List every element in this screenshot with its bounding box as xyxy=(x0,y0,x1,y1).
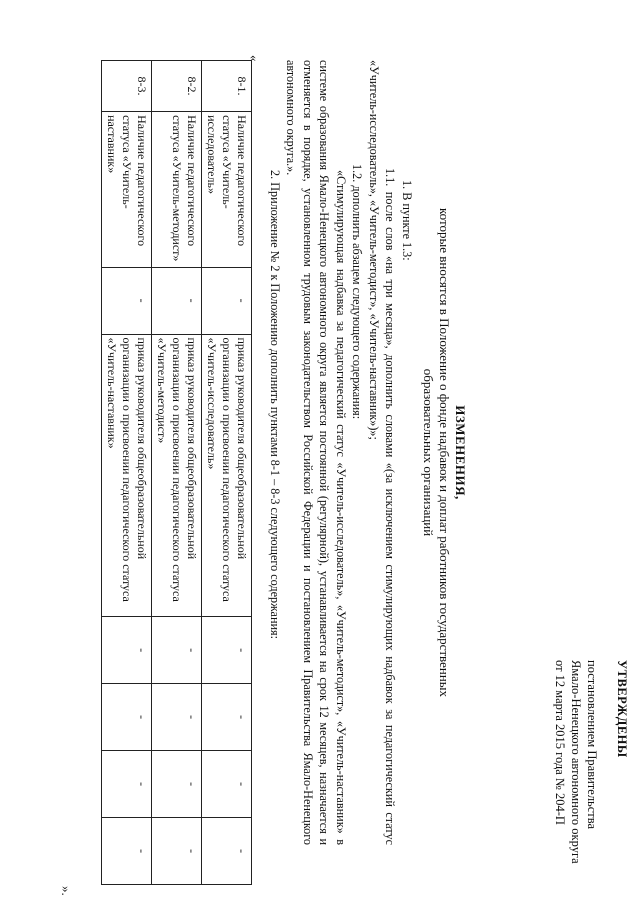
title-subtitle-line1: которые вносятся в Положение о фонде надбавок и доплат работников государственных xyxy=(437,207,452,698)
row-number: 8-1. xyxy=(202,61,252,112)
approval-heading: УТВЕРЖДЕНЫ xyxy=(615,660,629,758)
row-cell: - xyxy=(102,267,152,334)
approval-line: от 12 марта 2015 года № 204-П xyxy=(553,660,567,825)
row-indicator: Наличие педагогического статуса «Учитель-методист» xyxy=(152,112,202,267)
row-cell: - xyxy=(102,751,152,818)
paragraph-2: 2. Приложение № 2 к Положению дополнить пунктами 8-1 – 8-3 следующего содержания: xyxy=(268,170,282,639)
row-cell: - xyxy=(152,267,202,334)
row-cell: - xyxy=(152,751,202,818)
row-cell: - xyxy=(152,684,202,751)
table-open-quote: « xyxy=(247,55,262,62)
row-cell: - xyxy=(202,267,252,334)
paragraph-1-1: 1.1. после слов «на три месяца», дополнить словами «(за исключением стимулирующих надбавок за педагогический статус «Учитель-исследователь», «Учитель-методист», «Учитель-наставник»)»; xyxy=(367,60,398,845)
row-cell: - xyxy=(202,684,252,751)
approval-block xyxy=(552,660,630,890)
table-row xyxy=(102,61,152,885)
row-cell: - xyxy=(102,817,152,884)
row-cell: - xyxy=(152,617,202,684)
row-document: приказ руководителя общеобразовательной организации о присвоении педагогического статуса «Учитель-наставник» xyxy=(102,334,152,617)
approval-line: постановлением Правительства xyxy=(585,660,599,830)
row-cell: - xyxy=(202,817,252,884)
row-indicator: Наличие педагогического статуса «Учитель-наставник» xyxy=(102,112,152,267)
table-row xyxy=(152,61,202,885)
row-cell: - xyxy=(102,684,152,751)
row-indicator: Наличие педагогического статуса «Учитель-исследователь» xyxy=(202,112,252,267)
title-main: ИЗМЕНЕНИЯ, xyxy=(453,405,468,500)
document-body xyxy=(267,60,416,845)
table-row xyxy=(202,61,252,885)
amendment-table xyxy=(101,60,252,885)
row-cell: - xyxy=(202,617,252,684)
row-document: приказ руководителя общеобразовательной организации о присвоении педагогического статуса «Учитель-исследователь» xyxy=(202,334,252,617)
row-number: 8-2. xyxy=(152,61,202,112)
title-subtitle-line2: образовательных организаций xyxy=(421,368,436,537)
approval-line: Ямало-Ненецкого автономного округа xyxy=(569,660,583,864)
paragraph-quote: «Стимулирующая надбавка за педагогический статус «Учитель-исследователь», «Учитель-методист», «Учитель-наставник» в системе образования Ямало-Ненецкого автономного округа является постоянной (регулярной), устанавливается на срок 12 месяцев, назначается и отменяется в порядке, установленном трудовым законодательством Российской Федерации и постановлением Правительства Ямало-Ненецкого автономного округа.». xyxy=(284,60,348,845)
row-cell: - xyxy=(152,817,202,884)
document-title xyxy=(420,120,468,785)
table-close-quote: ». xyxy=(59,886,74,896)
row-number: 8-3. xyxy=(102,61,152,112)
row-cell: - xyxy=(202,751,252,818)
row-document: приказ руководителя общеобразовательной организации о присвоении педагогического статуса «Учитель-методист» xyxy=(152,334,202,617)
paragraph-1-2: 1.2. дополнить абзацем следующего содержания: xyxy=(350,164,365,420)
paragraph-1: 1. В пункте 1.3: xyxy=(400,180,414,261)
row-cell: - xyxy=(102,617,152,684)
